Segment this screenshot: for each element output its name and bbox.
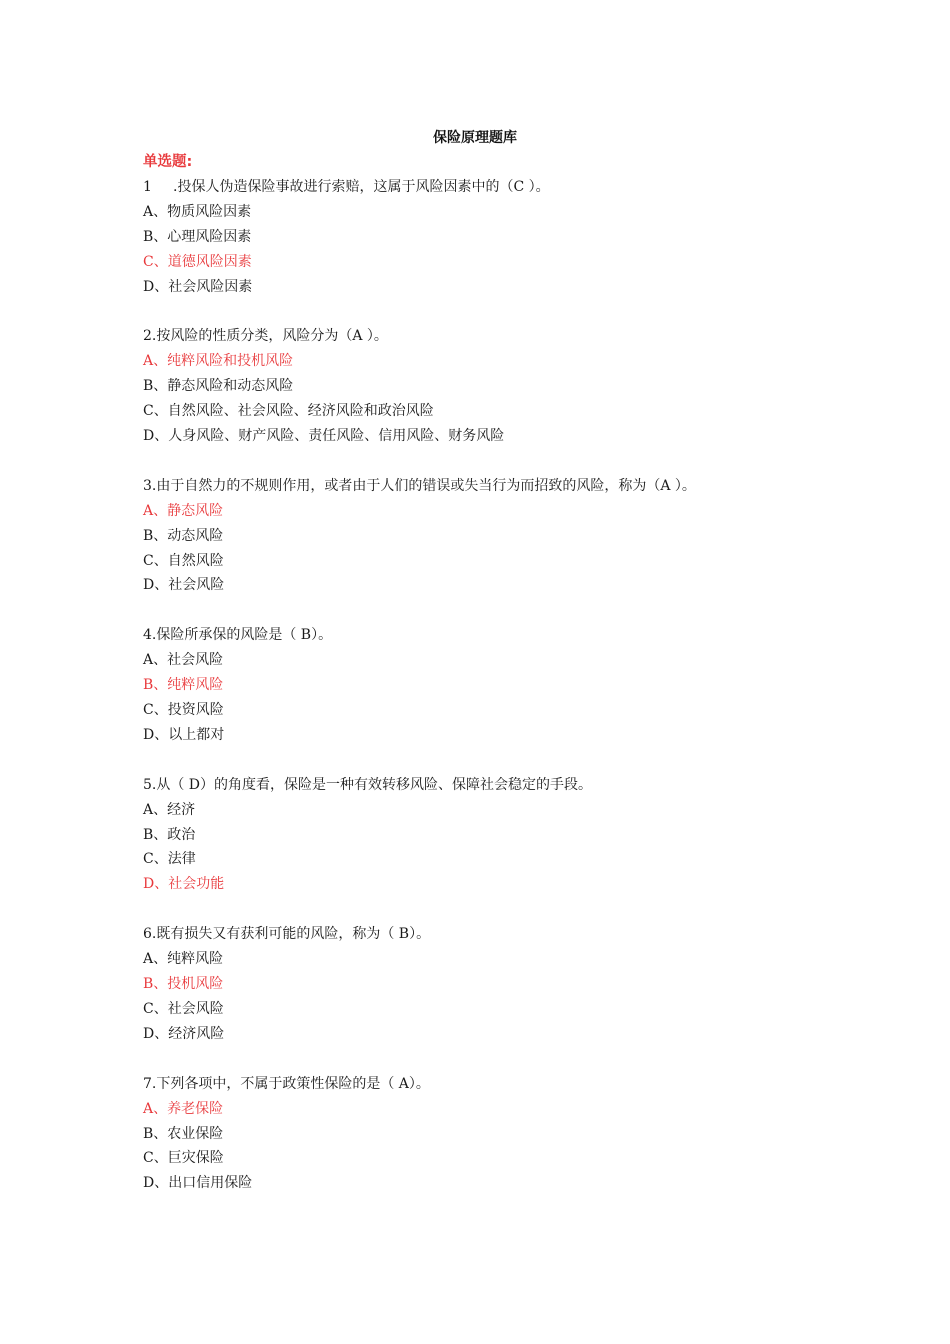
option-a: A、纯粹风险 xyxy=(143,951,224,968)
option-c: C、自然风险、社会风险、经济风险和政治风险 xyxy=(143,403,434,420)
option-a-correct: A、养老保险 xyxy=(143,1100,224,1117)
question-stem xyxy=(143,175,843,200)
option-c: C、法律 xyxy=(143,851,196,868)
question-stem: 2.按风险的性质分类，风险分为（A ）。 xyxy=(143,328,388,345)
option-d: D、经济风险 xyxy=(143,1025,225,1042)
question-number: 1 xyxy=(143,179,152,195)
option-d: D、人身风险、财产风险、责任风险、信用风险、财务风险 xyxy=(143,428,505,445)
option-c: C、投资风险 xyxy=(143,702,224,719)
option-c: C、自然风险 xyxy=(143,552,224,569)
option-b-correct: B、投机风险 xyxy=(143,976,224,993)
document-title: 保险原理题库 xyxy=(433,130,517,146)
option-a: A、社会风险 xyxy=(143,652,224,669)
question-1 xyxy=(143,175,843,299)
option-b: B、静态风险和动态风险 xyxy=(143,378,294,395)
question-stem-text: .投保人伪造保险事故进行索赔，这属于风险因素中的（C ）。 xyxy=(173,179,550,195)
option-d: D、以上都对 xyxy=(143,726,225,743)
option-d: D、社会风险 xyxy=(143,577,225,594)
option-d: D、出口信用保险 xyxy=(143,1175,253,1192)
section-heading: 单选题: xyxy=(143,154,193,170)
question-6 xyxy=(143,922,843,1046)
option-a: A、经济 xyxy=(143,801,196,818)
question-7 xyxy=(143,1072,843,1196)
option-a-correct: A、纯粹风险和投机风险 xyxy=(143,353,294,370)
option-d-correct: D、社会功能 xyxy=(143,876,225,893)
question-5 xyxy=(143,773,843,897)
question-3 xyxy=(143,474,843,598)
option-a: A、物质风险因素 xyxy=(143,203,252,220)
question-stem: 6.既有损失又有获利可能的风险，称为（ B）。 xyxy=(143,926,431,943)
question-stem: 7.下列各项中，不属于政策性保险的是（ A）。 xyxy=(143,1075,430,1092)
question-2 xyxy=(143,324,843,448)
option-b-correct: B、纯粹风险 xyxy=(143,677,224,694)
option-d: D、社会风险因素 xyxy=(143,278,253,295)
option-c-correct: C、道德风险因素 xyxy=(143,253,252,270)
option-b: B、政治 xyxy=(143,826,196,843)
question-list xyxy=(143,175,843,1221)
option-a-correct: A、静态风险 xyxy=(143,502,224,519)
option-b: B、心理风险因素 xyxy=(143,228,252,245)
option-c: C、巨灾保险 xyxy=(143,1150,224,1167)
question-stem: 5.从（ D）的角度看，保险是一种有效转移风险、保障社会稳定的手段。 xyxy=(143,776,593,793)
question-stem: 3.由于自然力的不规则作用，或者由于人们的错误或失当行为而招致的风险，称为（A ）。 xyxy=(143,477,696,494)
option-c: C、社会风险 xyxy=(143,1000,224,1017)
question-4 xyxy=(143,623,843,747)
option-b: B、农业保险 xyxy=(143,1125,224,1142)
question-stem: 4.保险所承保的风险是（ B）。 xyxy=(143,627,333,644)
option-b: B、动态风险 xyxy=(143,527,224,544)
